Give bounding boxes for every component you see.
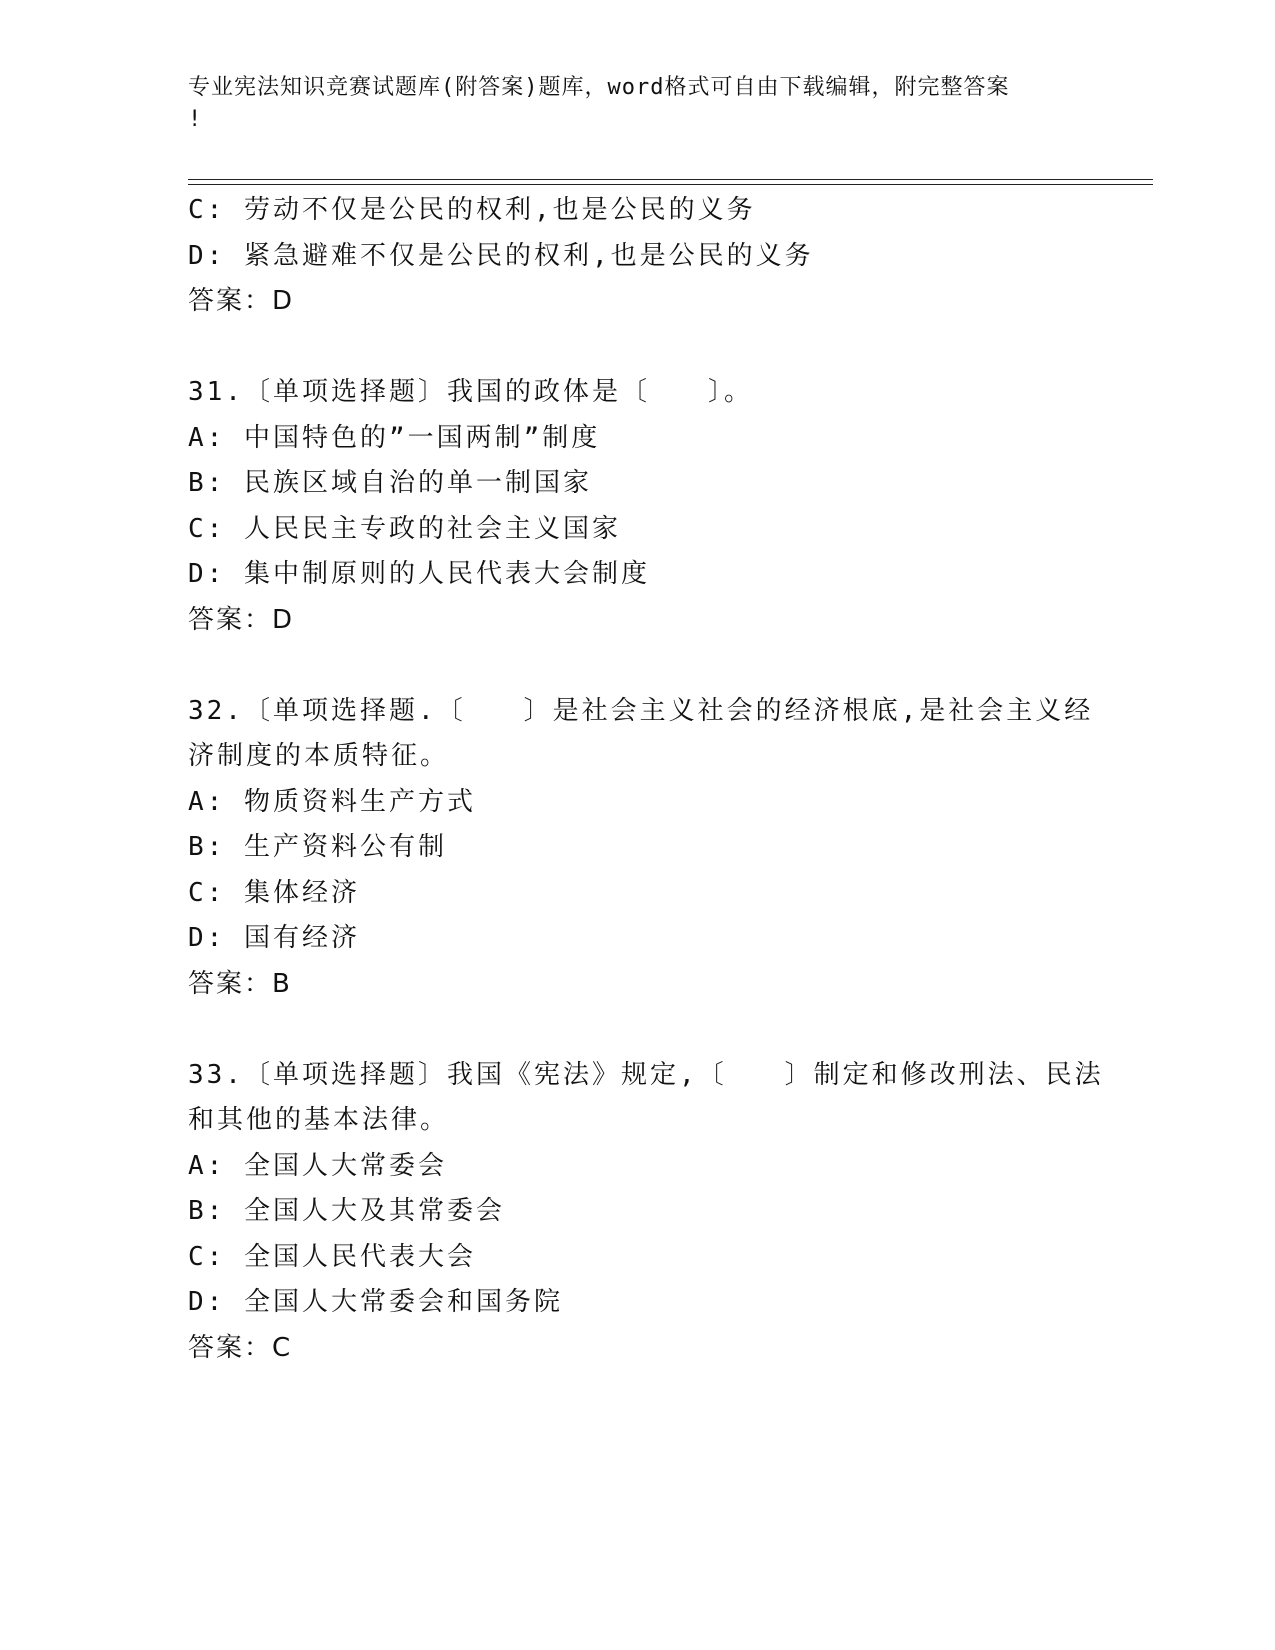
header-title-continuation: ! bbox=[188, 107, 203, 132]
question-stem-continuation: 济制度的本质特征。 bbox=[188, 741, 450, 771]
question-31 bbox=[188, 370, 1088, 643]
question-30-tail bbox=[188, 188, 1088, 325]
question-stem-continuation: 和其他的基本法律。 bbox=[188, 1105, 450, 1135]
question-spacer bbox=[188, 325, 1088, 371]
option-b: B: 全国人大及其常委会 bbox=[188, 1196, 505, 1226]
question-stem: 31.〔单项选择题〕我国的政体是〔 〕。 bbox=[188, 377, 753, 407]
question-spacer bbox=[188, 1007, 1088, 1053]
header-divider-top bbox=[188, 179, 1153, 180]
option-b: B: 民族区域自治的单一制国家 bbox=[188, 468, 592, 498]
option-a: A: 全国人大常委会 bbox=[188, 1150, 447, 1181]
question-33 bbox=[188, 1053, 1104, 1372]
question-32 bbox=[188, 689, 1094, 1008]
option-d: D: 国有经济 bbox=[188, 923, 360, 953]
option-d: D: 全国人大常委会和国务院 bbox=[188, 1287, 563, 1317]
option-a: A: 中国特色的”一国两制”制度 bbox=[188, 422, 601, 453]
question-stem: 33.〔单项选择题〕我国《宪法》规定,〔 〕制定和修改刑法、民法 bbox=[188, 1059, 1104, 1090]
option-c: C: 全国人民代表大会 bbox=[188, 1241, 476, 1272]
option-d: D: 集中制原则的人民代表大会制度 bbox=[188, 559, 650, 589]
option-c: C: 集体经济 bbox=[188, 877, 360, 908]
option-b: B: 生产资料公有制 bbox=[188, 832, 447, 862]
option-d: D: 紧急避难不仅是公民的权利,也是公民的义务 bbox=[188, 240, 814, 271]
question-spacer bbox=[188, 643, 1088, 689]
option-c: C: 人民民主专政的社会主义国家 bbox=[188, 513, 621, 544]
option-c: C: 劳动不仅是公民的权利,也是公民的义务 bbox=[188, 195, 756, 225]
question-list bbox=[188, 188, 1104, 1371]
answer-label: 答案：D bbox=[188, 286, 295, 316]
question-stem: 32.〔单项选择题.〔 〕是社会主义社会的经济根底,是社会主义经 bbox=[188, 695, 1094, 726]
answer-label: 答案：C bbox=[188, 1332, 293, 1363]
header-title: 专业宪法知识竞赛试题库(附答案)题库，word格式可自由下载编辑，附完整答案 bbox=[188, 75, 1010, 100]
answer-label: 答案：D bbox=[188, 604, 295, 635]
page-header bbox=[188, 72, 1078, 136]
header-divider-bottom bbox=[188, 184, 1153, 185]
answer-label: 答案：B bbox=[188, 968, 292, 999]
option-a: A: 物质资料生产方式 bbox=[188, 786, 476, 817]
